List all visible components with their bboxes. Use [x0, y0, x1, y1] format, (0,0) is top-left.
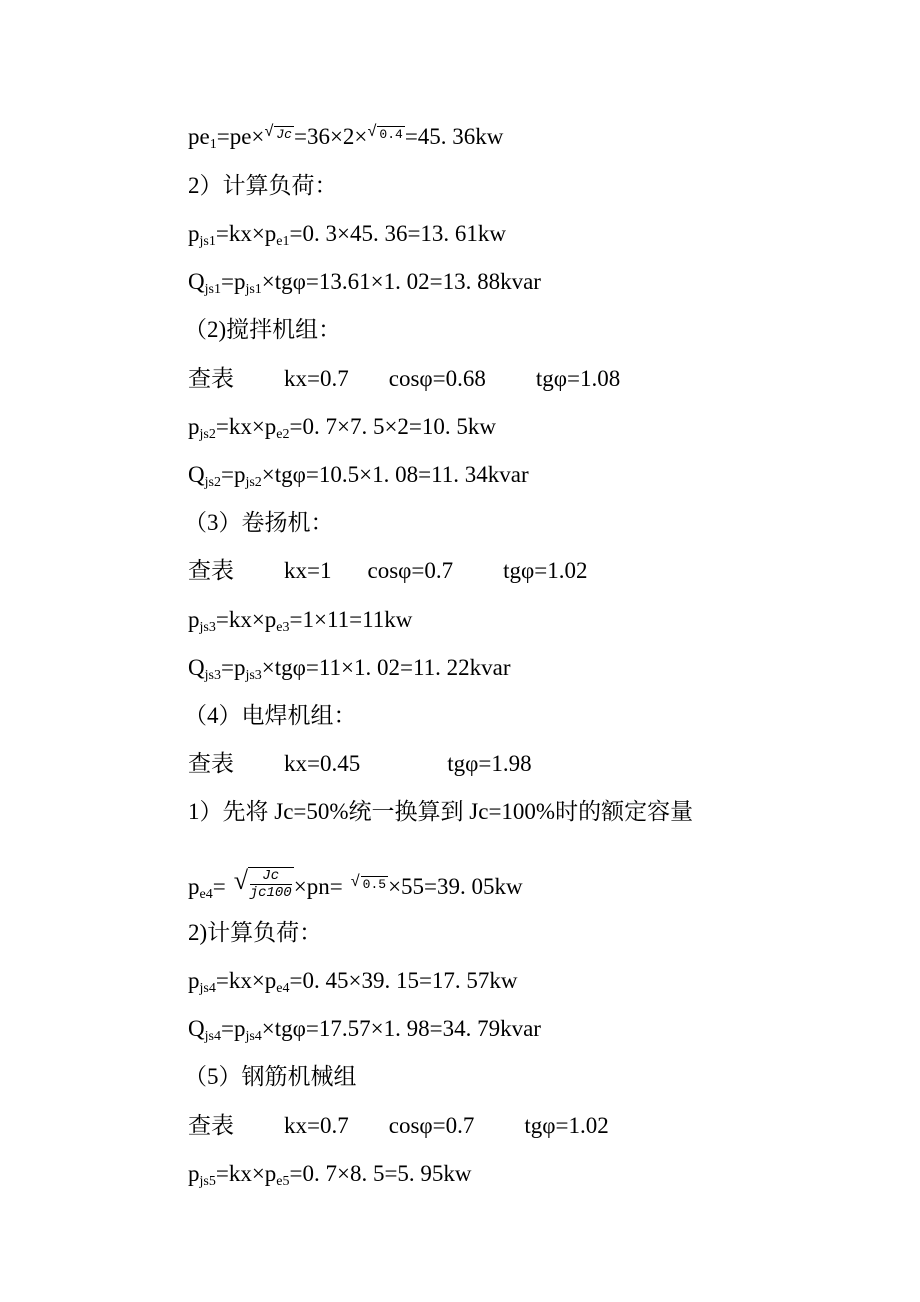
- heading-mixer-group: （2)搅拌机组：: [184, 317, 342, 342]
- sqrt-jc: √ Jc: [264, 126, 294, 143]
- formula-qjs2: $Q_{js2}=p_{js2}\times tg\varphi=10.5\times 1$. 08=11. 34kvar: [188, 462, 529, 490]
- formula-pjs3: $p_{js3}=kx\times p_{e3}=1\times 11=11kw$: [188, 607, 413, 635]
- sqrt-fraction: √ $\frac{Jc}{jc100}$: [233, 866, 292, 901]
- formula-pjs4: $p_{js4}=kx\times p_{e4}=0$. 45×39. 15=17. 57kw: [188, 968, 518, 996]
- text-convert-rated-capacity: 1）先将 Jc=50%统一换算到 Jc=100%时的额定容量: [188, 799, 694, 824]
- heading-calc-load-2: 2)计算负荷：: [188, 920, 323, 945]
- sqrt-0-5: √ 0.5: [351, 876, 388, 893]
- heading-rebar-group: （5）钢筋机械组: [184, 1064, 357, 1089]
- heading-welder-group: （4）电焊机组：: [184, 703, 357, 728]
- table-lookup-rebar: 查表 kx=0.7 cosφ=0.7 tgφ=1.02: [188, 1113, 609, 1138]
- sqrt-0-4: √ 0.4: [367, 126, 404, 143]
- formula-qjs3: $Q_{js3}=p_{js3}\times tg\varphi=11\times 1$. 02=11. 22kvar: [188, 655, 511, 683]
- formula-pe1: $pe_1=pe\times√$ Jc=36×2×√ 0.4=45. 36kw: [188, 122, 503, 152]
- table-lookup-welder: 查表 kx=0.45 tgφ=1.98: [188, 751, 532, 776]
- table-lookup-mixer: 查表 kx=0.7 cosφ=0.68 tgφ=1.08: [188, 366, 621, 391]
- formula-pjs5: $p_{js5}=kx\times p_{e5}=0$. 7×8. 5=5. 95kw: [188, 1161, 472, 1189]
- formula-pjs2: $p_{js2}=kx\times p_{e2}=0$. 7×7. 5×2=10. 5kw: [188, 414, 497, 442]
- heading-calc-load-1: 2）计算负荷：: [188, 173, 338, 198]
- formula-qjs1: $Q_{js1}=p_{js1}\times tg\varphi=13.61\times 1$. 02=13. 88kvar: [188, 269, 541, 297]
- formula-pjs1: $p_{js1}=kx\times p_{e1}=0$. 3×45. 36=13. 61kw: [188, 221, 507, 249]
- formula-qjs4: $Q_{js4}=p_{js4}\times tg\varphi=17.57\times 1$. 98=34. 79kvar: [188, 1016, 541, 1044]
- heading-hoist: （3）卷扬机：: [184, 510, 334, 535]
- table-lookup-hoist: 查表 kx=1 cosφ=0.7 tgφ=1.02: [188, 558, 588, 583]
- formula-pe4: $p_{e4}=$ √ $\frac{Jc}{jc100}$ ×pn=√ 0.5×55=39. 05kw: [188, 867, 523, 904]
